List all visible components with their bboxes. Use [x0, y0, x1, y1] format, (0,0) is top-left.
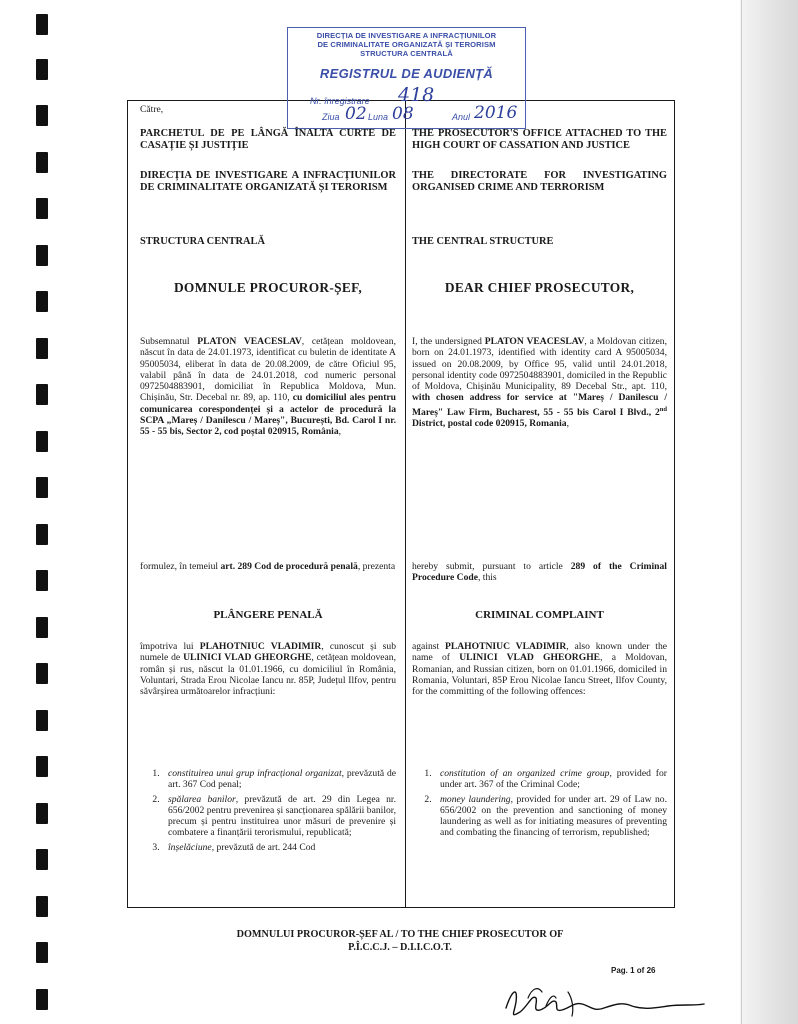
- list-item: [434, 794, 667, 839]
- left-p1-text: , cetățean moldovean, născut în data de 24.01.1973, identificat cu buletin de identitate A 95005034, eliberat în data de 20.08.2009, de către Oficiul 95, valabil până în data de 24.01.2018, cod numeric personal 0972504883901, domiciliat în Republica Moldova, Mun. Chișinău, Str. Decebal nr. 89, ap. 110,: [140, 336, 396, 404]
- binding-hole: [36, 803, 48, 824]
- page-edge-line: [741, 0, 742, 1024]
- binding-hole: [36, 152, 48, 173]
- right-offences-list: [412, 768, 667, 842]
- offence-text: , provided for under art. 367 of the Criminal Code;: [440, 768, 667, 791]
- left-p3-name: PLAHOTNIUC VLADIMIR: [199, 641, 322, 652]
- left-p2-text: , prezenta: [357, 561, 396, 572]
- left-offences-list: [140, 768, 396, 856]
- right-p1-text: , a Moldovan citizen, born on 24.01.1973, identified with identity card A 95005034, issued on 20.08.2009, by Office 95, valid until 24.01.2018, personal identity code 0972504883901, domiciled in the Republic of Moldova, Chișinău Municipality, 89 Decebal Str., apt. 110,: [412, 336, 667, 393]
- offence-text: , provided for under art. 29 of Law no. 656/2002 on the prevention and sanctioning of money laundering as well as for initiating measures of preventing and combating the financing of terrorism, republished;: [440, 793, 667, 839]
- offence-text: , prevăzută de art. 367 Cod penal;: [168, 768, 396, 791]
- offence-name: înșelăciune: [168, 841, 212, 853]
- binding-hole: [36, 524, 48, 545]
- stamp-line: DIRECȚIA DE INVESTIGARE A INFRACȚIUNILOR: [316, 31, 497, 40]
- left-p1-end: ,: [338, 426, 342, 438]
- right-header-institution: THE PROSECUTOR'S OFFICE ATTACHED TO THE HIGH COURT OF CASSATION AND JUSTICE: [412, 128, 667, 151]
- left-p1-name: PLATON VEACESLAV: [197, 336, 302, 347]
- left-p2-text: formulez, în temeiul: [140, 561, 221, 572]
- left-p3-alias: ULINICI VLAD GHEORGHE: [183, 652, 312, 664]
- right-paragraph-basis: [412, 561, 667, 584]
- left-paragraph-accused: [140, 641, 396, 697]
- right-p3-text: , a Moldovan, Romanian, and Russian citizen, born on 01.01.1966, domiciled in Romania, Voluntari, 85P Erou Nicolae Iancu Street, Ilfov County, for the committing of the following offences:: [412, 652, 667, 698]
- handwritten-signature: [498, 968, 708, 1024]
- right-p1-address-end: District, postal code 020915, Romania: [412, 418, 567, 430]
- binding-hole: [36, 105, 48, 126]
- stamp-luna-label: Luna: [368, 112, 389, 122]
- binding-hole: [36, 59, 48, 80]
- right-p2-text: , this: [478, 572, 497, 584]
- binding-hole: [36, 14, 48, 35]
- stamp-header: [288, 31, 525, 58]
- right-p3-text: against: [412, 641, 445, 652]
- right-paragraph-accused: [412, 641, 667, 697]
- right-p1-sup: nd: [659, 405, 667, 413]
- offence-name: money laundering: [440, 793, 511, 805]
- right-p1-end: ,: [566, 418, 569, 430]
- right-p1-text: I, the undersigned: [412, 336, 485, 347]
- list-item: [162, 768, 396, 791]
- left-paragraph-basis: [140, 561, 396, 572]
- column-divider: [405, 100, 406, 908]
- stamp-anul-value: 2016: [474, 103, 518, 123]
- right-p1-name: PLATON VEACESLAV: [484, 336, 585, 347]
- binding-hole: [36, 245, 48, 266]
- offence-text: , prevăzută de art. 244 Cod: [211, 841, 316, 853]
- left-complaint-title: PLÂNGERE PENALĂ: [213, 609, 323, 621]
- page-footer: [150, 928, 650, 954]
- offence-name: constitution of an organized crime group: [440, 768, 610, 779]
- binding-hole: [36, 663, 48, 684]
- left-p1-address: cu domiciliul ales pentru comunicarea corespondenței și a actelor de procedură la SCPA „Mareș / Danilescu / Mareș", București, Bd. Carol I nr. 55 - 55 bis, Sector 2, cod poștal 020915, România: [140, 392, 396, 438]
- list-item: [162, 842, 396, 853]
- left-p2-article: art. 289 Cod de procedură penală: [220, 561, 358, 572]
- list-item: [162, 794, 396, 839]
- right-p2-text: hereby submit, pursuant to article: [412, 561, 571, 572]
- left-paragraph-identity: [140, 336, 396, 438]
- binding-hole: [36, 198, 48, 219]
- binding-hole: [36, 431, 48, 452]
- left-catre: Către,: [140, 104, 164, 115]
- left-header-structure: STRUCTURA CENTRALĂ: [140, 236, 265, 247]
- binding-hole: [36, 989, 48, 1010]
- left-salutation: DOMNULE PROCUROR-ȘEF,: [173, 280, 363, 295]
- binding-hole: [36, 477, 48, 498]
- binding-hole: [36, 710, 48, 731]
- footer-line: DOMNULUI PROCUROR-ȘEF AL / TO THE CHIEF PROSECUTOR OF: [236, 929, 564, 940]
- stamp-line: DE CRIMINALITATE ORGANIZATĂ ȘI TERORISM: [317, 40, 496, 49]
- binding-hole: [36, 896, 48, 917]
- stamp-luna-value: 08: [392, 104, 414, 124]
- left-p3-text: , cetățean moldovean, român și rus, născut la 01.01.1966, cu domiciliul în România, Voluntari, Strada Erou Nicolae Iancu nr. 85P, Județul Ilfov, pentru săvârșirea următoarelor infracțiuni:: [140, 652, 397, 698]
- left-p3-text: împotriva lui: [140, 641, 200, 652]
- left-p3-text: , cunoscut și sub numele de: [140, 641, 397, 664]
- binding-hole: [36, 617, 48, 638]
- binding-hole: [36, 570, 48, 591]
- stamp-nr-value: 418: [398, 84, 435, 106]
- offence-name: spălarea banilor: [168, 793, 236, 805]
- right-p1-address: with chosen address for service at "Mareș / Danilescu / Mareș" Law Firm, Bucharest, 55 - 55 bis Carol I Blvd., 2: [412, 392, 667, 418]
- footer-line: P.Î.C.C.J. – D.I.I.C.O.T.: [348, 942, 452, 953]
- stamp-nr-label: Nr. înregistrare: [310, 96, 370, 106]
- stamp-title: REGISTRUL DE AUDIENȚĂ: [319, 66, 494, 81]
- right-p2-article: 289 of the Criminal Procedure Code: [412, 561, 667, 584]
- page-number: Pag. 1 of 26: [611, 966, 656, 975]
- right-p3-name: PLAHOTNIUC VLADIMIR: [444, 641, 567, 652]
- stamp-ziua-value: 02: [345, 104, 367, 124]
- right-header-structure: THE CENTRAL STRUCTURE: [412, 236, 554, 247]
- binding-hole: [36, 756, 48, 777]
- stamp-line: STRUCTURA CENTRALĂ: [360, 49, 453, 58]
- binding-hole: [36, 338, 48, 359]
- list-item: [434, 768, 667, 791]
- binding-hole: [36, 384, 48, 405]
- right-p3-text: , also known under the name of: [412, 641, 668, 664]
- stamp-ziua-label: Ziua: [322, 112, 340, 122]
- right-salutation: DEAR CHIEF PROSECUTOR,: [444, 280, 635, 295]
- left-header-directorate: DIRECȚIA DE INVESTIGARE A INFRACȚIUNILOR DE CRIMINALITATE ORGANIZATĂ ȘI TERORISM: [140, 170, 396, 193]
- binding-hole: [36, 849, 48, 870]
- left-p1-text: Subsemnatul: [140, 336, 198, 347]
- stamp-anul-label: Anul: [452, 112, 471, 122]
- right-header-directorate: THE DIRECTORATE FOR INVESTIGATING ORGANISED CRIME AND TERRORISM: [412, 170, 667, 193]
- right-p3-alias: ULINICI VLAD GHEORGHE: [459, 652, 601, 664]
- offence-name: constituirea unui grup infracțional organizat: [168, 768, 342, 779]
- offence-text: , prevăzută de art. 29 din Legea nr. 656/2002 pentru prevenirea și sancționarea spălării banilor, precum și pentru instituirea unor măsuri de prevenire și combatere a finanțării terorismului, republicată;: [168, 793, 396, 839]
- binding-hole: [36, 291, 48, 312]
- left-header-institution: PARCHETUL DE PE LÂNGĂ ÎNALTA CURTE DE CASAȚIE ȘI JUSTIȚIE: [140, 128, 396, 151]
- right-complaint-title: CRIMINAL COMPLAINT: [475, 609, 604, 621]
- binding-hole: [36, 942, 48, 963]
- page-edge-shadow: [740, 0, 798, 1024]
- binding-holes: [36, 0, 50, 1024]
- right-paragraph-identity: [412, 336, 667, 430]
